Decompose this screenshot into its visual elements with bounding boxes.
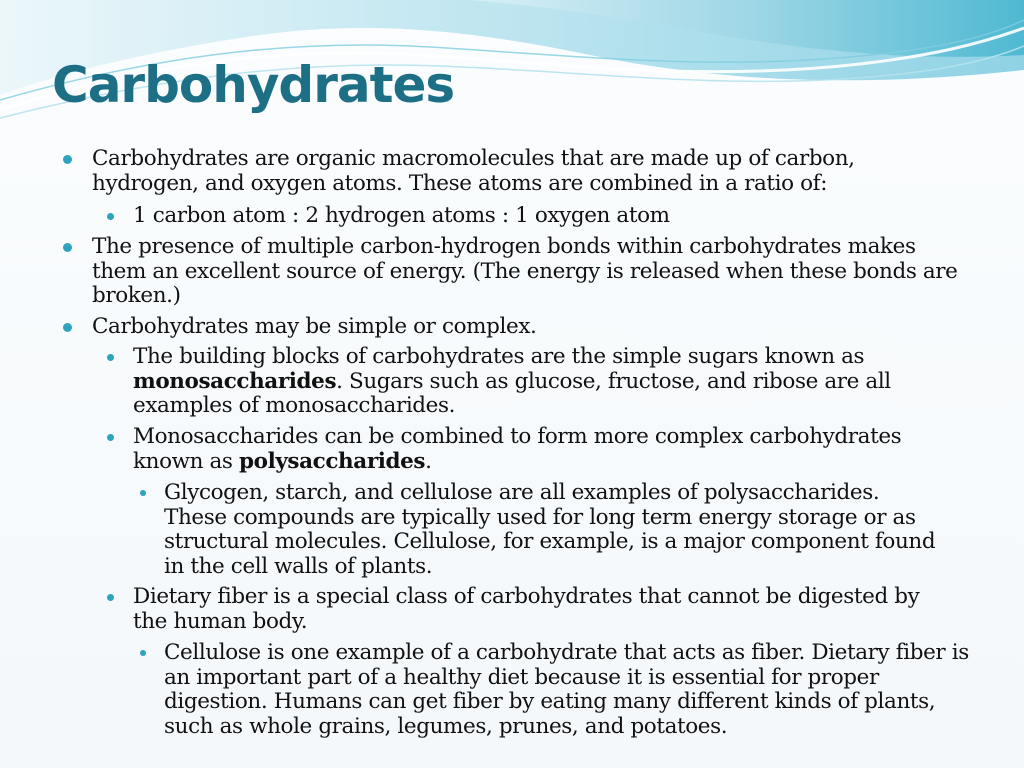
bullet-marker <box>63 243 72 252</box>
bullet-text: The presence of multiple carbon-hydrogen bonds within carbohydrates makes them an excellent source of energy. (The energy is released when these bonds are broken.) <box>92 234 958 308</box>
bullet-text <box>133 425 943 474</box>
text-segment: . Sugars such as glucose, fructose, and ribose are all examples of monosaccharides. <box>133 368 891 418</box>
bullet-simple-complex <box>92 315 962 340</box>
bullet-dietary-fiber <box>133 585 953 634</box>
bullet-marker <box>107 213 114 220</box>
bullet-text: Carbohydrates are organic macromolecules that are made up of carbon, hydrogen, and oxygen atoms. These atoms are combined in a ratio of: <box>92 146 855 196</box>
text-segment: Monosaccharides can be combined to form more complex carbohydrates known as <box>133 424 902 474</box>
bullet-energy <box>92 235 962 309</box>
bold-term: monosaccharides <box>133 368 337 394</box>
bullet-marker <box>107 434 114 441</box>
bullet-cellulose-fiber <box>164 641 984 739</box>
text-segment: The building blocks of carbohydrates are the simple sugars known as <box>133 344 865 369</box>
bullet-marker <box>107 354 114 361</box>
bullet-monosaccharides <box>133 345 923 419</box>
bold-term: polysaccharides <box>239 448 426 474</box>
bullet-polysaccharides <box>133 425 943 474</box>
bullet-polysaccharide-examples <box>164 481 944 579</box>
bullet-marker <box>63 323 72 332</box>
bullet-text: Cellulose is one example of a carbohydrate that acts as fiber. Dietary fiber is an important part of a healthy diet because it is essential for proper digestion. Humans can get fiber by eating many different kinds of plants, such as whole grains, legumes, prunes, and potatoes. <box>164 640 969 739</box>
bullet-text: Carbohydrates may be simple or complex. <box>92 314 537 339</box>
bullet-marker <box>107 594 114 601</box>
bullet-text: 1 carbon atom : 2 hydrogen atoms : 1 oxygen atom <box>133 203 670 228</box>
bullet-text: Dietary fiber is a special class of carbohydrates that cannot be digested by the human body. <box>133 584 920 634</box>
bullet-composition <box>92 147 912 196</box>
bullet-text: Glycogen, starch, and cellulose are all examples of polysaccharides. These compounds are typically used for long term energy storage or as structural molecules. Cellulose, for example, is a major component found in the cell walls of plants. <box>164 480 936 579</box>
bullet-text <box>133 345 923 419</box>
bullet-marker <box>140 490 146 496</box>
bullet-marker <box>140 650 146 656</box>
text-segment: . <box>425 448 432 474</box>
slide-title: Carbohydrates <box>52 56 455 114</box>
bullet-ratio <box>133 204 853 229</box>
bullet-marker <box>63 155 72 164</box>
